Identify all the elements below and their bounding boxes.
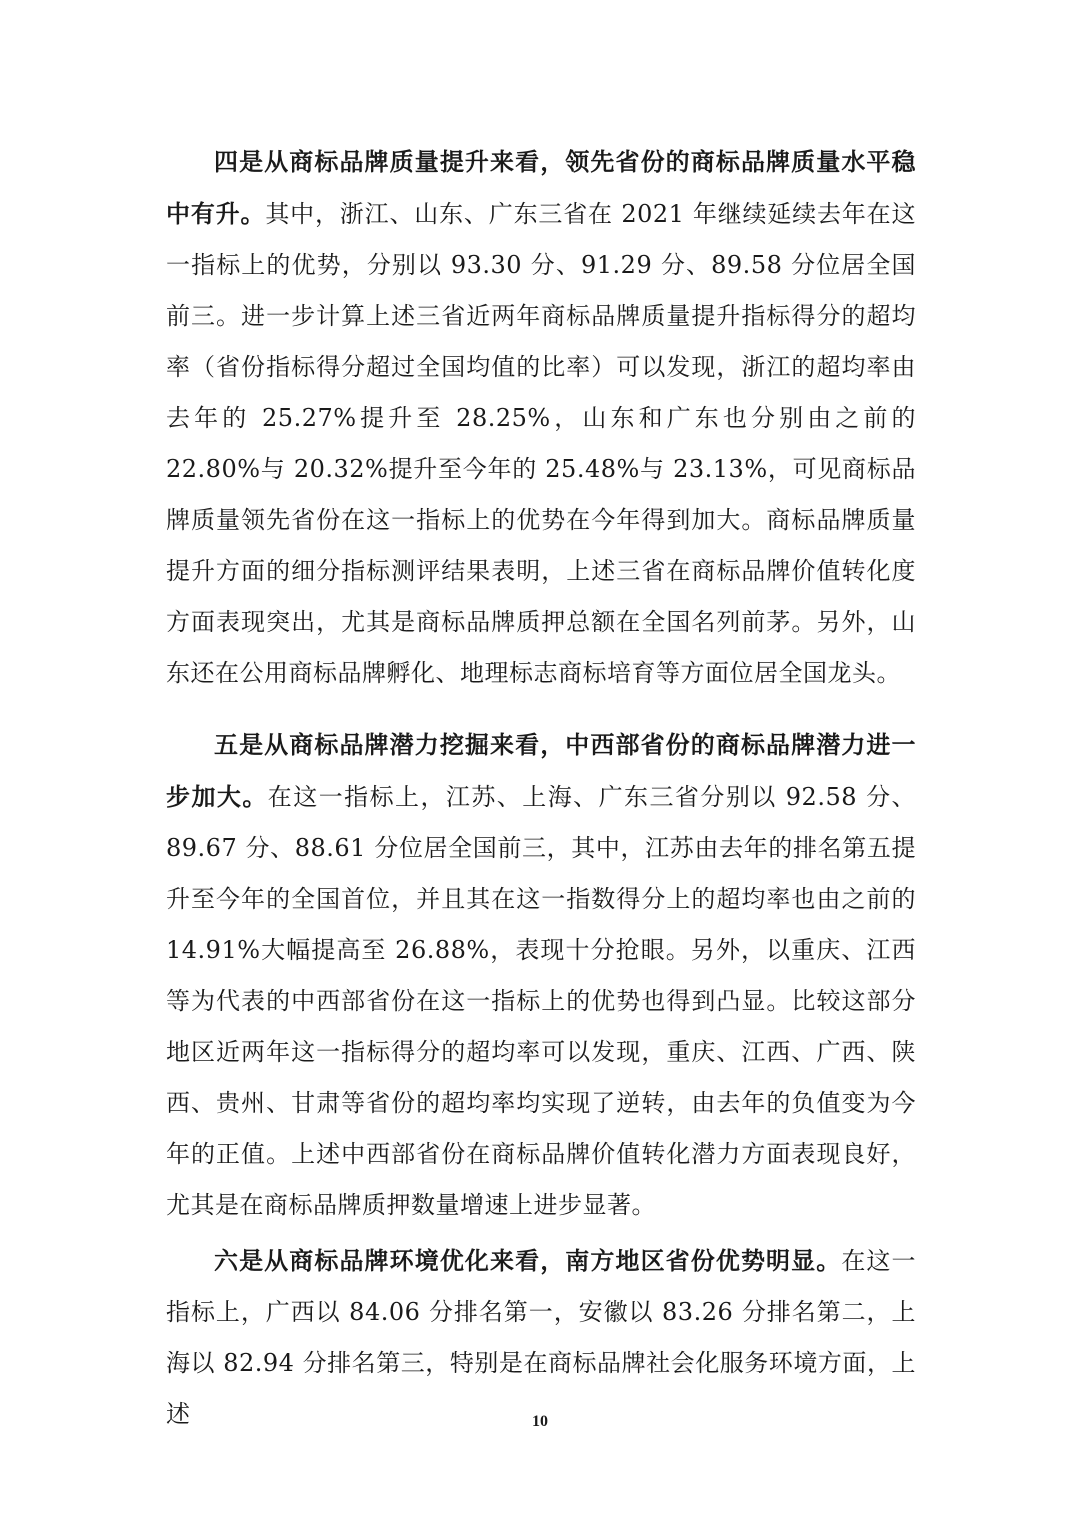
paragraph-potential bbox=[166, 719, 916, 1231]
paragraph-lead: 六是从商标品牌环境优化来看，南方地区省份优势明显。 bbox=[214, 1246, 842, 1275]
paragraph-body: 在这一指标上，江苏、上海、广东三省分别以 92.58 分、89.67 分、88.61 分位居全国前三，其中，江苏由去年的排名第五提升至今年的全国首位，并且其在这一指数得分上的超均率也由之前的 14.91%大幅提高至 26.88%，表现十分抢眼。另外，以重庆、江西等为代表的中西部省份在这一指标上的优势也得到凸显。比较这部分地区近两年这一指标得分的超均率可以发现，重庆、江西、广西、陕西、贵州、甘肃等省份的超均率均实现了逆转，由去年的负值变为今年的正值。上述中西部省份在商标品牌价值转化潜力方面表现良好，尤其是在商标品牌质押数量增速上进步显著。 bbox=[166, 783, 917, 1219]
main-text bbox=[166, 136, 916, 1440]
paragraph-lead: 四是从商标品牌质量提升来看，领先省份的商标品牌质量水平稳中有升。 bbox=[166, 147, 916, 228]
page-number: 10 bbox=[532, 1413, 548, 1430]
paragraph-body: 其中，浙江、山东、广东三省在 2021 年继续延续去年在这一指标上的优势，分别以 93.30 分、91.29 分、89.58 分位居全国前三。进一步计算上述三省近两年商标品牌质量提升指标得分的超均率（省份指标得分超过全国均值的比率）可以发现，浙江的超均率由去年的 25.27%提升至 28.25%，山东和广东也分别由之前的 22.80%与 20.32%提升至今年的 25.48%与 23.13%，可见商标品牌质量领先省份在这一指标上的优势在今年得到加大。商标品牌质量提升方面的细分指标测评结果表明，上述三省在商标品牌价值转化度方面表现突出，尤其是商标品牌质押总额在全国名列前茅。另外，山东还在公用商标品牌孵化、地理标志商标培育等方面位居全国龙头。 bbox=[166, 200, 916, 687]
paragraph-environment bbox=[166, 1235, 916, 1440]
paragraph-quality bbox=[166, 136, 916, 699]
paragraph-lead: 五是从商标品牌潜力挖掘来看，中西部省份的商标品牌潜力进一步加大。 bbox=[166, 730, 916, 811]
paragraph-body: 在这一指标上，广西以 84.06 分排名第一，安徽以 83.26 分排名第二，上海以 82.94 分排名第三，特别是在商标品牌社会化服务环境方面，上述 bbox=[166, 1247, 917, 1428]
